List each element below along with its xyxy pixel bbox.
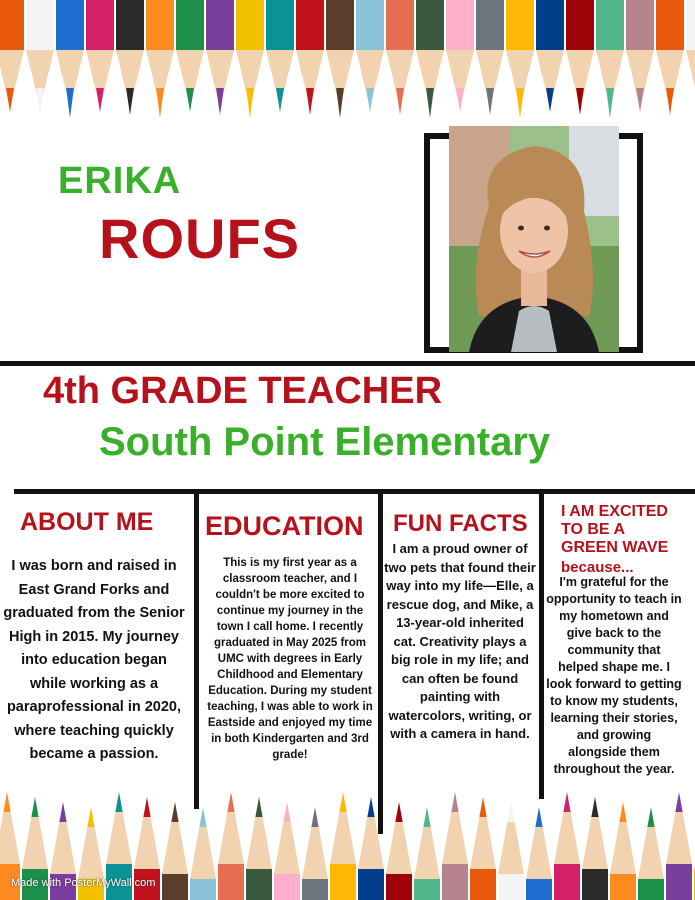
- education-text: This is my first year as a classroom teacher, and I couldn't be more excited to continue my journey in the town I call home. I recently graduated in May 2025 from UMC with degrees in Early Childhood and Elementary Education. During my student teaching, I was able to work in Eastside and enjoyed my time in both Kindergarten and 3rd grade!: [207, 557, 373, 761]
- education-heading: EDUCATION: [205, 511, 364, 541]
- teacher-portrait-icon: [449, 126, 619, 352]
- teacher-photo: [449, 126, 619, 352]
- teacher-first-name: ERIKA: [58, 160, 182, 202]
- role-title: 4th GRADE TEACHER: [43, 370, 443, 412]
- divider-line-top: [0, 361, 695, 366]
- excited-text: I'm grateful for the opportunity to teach in my hometown and give back to the community that helped shape me. I look forward to getting to know my students, learning their stories, and growing alongside them throughout the year.: [546, 575, 682, 776]
- fun-facts-heading: FUN FACTS: [393, 510, 528, 537]
- fun-facts-text: I am a proud owner of two pets that found their way into my life—Elle, a rescue dog, and Mike, a 13-year-old inherited cat. Creativity plays a big role in my life; and can often be found painting with watercolors, writing, or with a camera in hand.: [384, 541, 536, 741]
- pencil-border-top: [0, 0, 695, 122]
- column-divider-1: [194, 489, 199, 809]
- school-name: South Point Elementary: [99, 420, 551, 464]
- about-me-heading: ABOUT ME: [20, 508, 154, 536]
- about-me-text: I was born and raised in East Grand Forks and graduated from the Senior High in 2015. My journey into education began while working as a paraprofessional in 2020, where teaching quickly became a passion.: [3, 558, 185, 762]
- excited-subheading: because...: [561, 559, 634, 576]
- poster-credit: Made with PosterMyWall.com: [11, 877, 156, 889]
- colored-pencils-top-icon: [0, 0, 695, 122]
- teacher-last-name: ROUFS: [99, 207, 300, 270]
- divider-line-columns: [14, 489, 695, 494]
- column-divider-2: [378, 489, 383, 834]
- excited-heading: I AM EXCITED TO BE A GREEN WAVE: [561, 503, 669, 556]
